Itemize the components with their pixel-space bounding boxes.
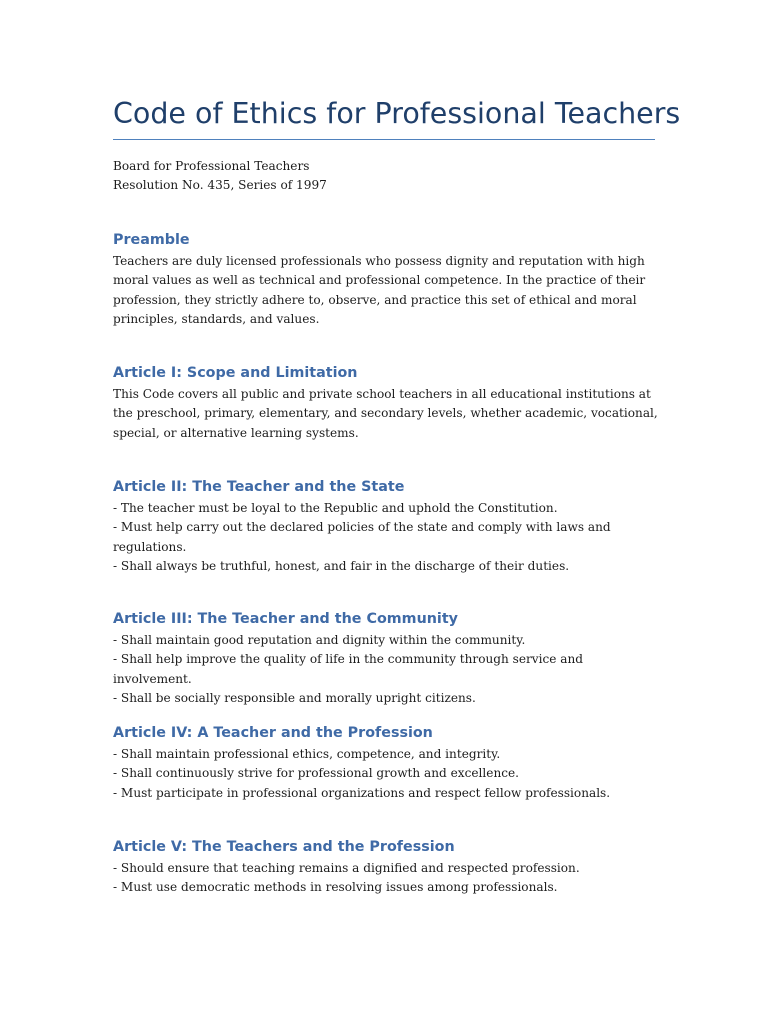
section-preamble	[113, 230, 658, 329]
document-title: Code of Ethics for Professional Teachers	[113, 97, 681, 130]
section-heading-preamble: Preamble	[113, 232, 190, 248]
list-item: - Shall continuously strive for professional growth and excellence.	[113, 766, 520, 781]
list-item: - Shall help improve the quality of life in the community through service and involvement.	[113, 652, 584, 686]
list-item: - Shall be socially responsible and morally upright citizens.	[113, 690, 476, 705]
list-item: - Shall maintain good reputation and dignity within the community.	[113, 633, 526, 647]
preamble-paragraph: Teachers are duly licensed professionals who possess dignity and reputation with high moral values as well as technical and professional competence. In the practice of their profession, they strictly adhere to, observe, and practice this set of ethical and moral principles, standards, and values.	[113, 254, 646, 326]
section-article-1	[113, 363, 658, 443]
section-heading-article-4: Article IV: A Teacher and the Profession	[113, 725, 433, 741]
section-article-3	[113, 609, 658, 708]
list-item: - Shall always be truthful, honest, and fair in the discharge of their duties.	[113, 558, 570, 573]
list-item: - Must participate in professional organizations and respect fellow professionals.	[113, 785, 611, 800]
section-heading-article-2: Article II: The Teacher and the State	[113, 479, 405, 495]
section-heading-article-1: Article I: Scope and Limitation	[113, 365, 358, 381]
section-heading-article-3: Article III: The Teacher and the Community	[113, 611, 458, 627]
article-4-list	[113, 745, 658, 803]
document-meta	[113, 157, 658, 196]
section-heading-article-5: Article V: The Teachers and the Profession	[113, 839, 455, 855]
issuer-line: Board for Professional Teachers	[113, 159, 310, 173]
article-1-paragraph: This Code covers all public and private school teachers in all educational institutions at the preschool, primary, elementary, and secondary levels, whether academic, vocational, special, or alternative learning systems.	[113, 387, 658, 440]
section-article-2	[113, 477, 658, 576]
list-item: - The teacher must be loyal to the Republic and uphold the Constitution.	[113, 501, 558, 515]
article-2-list	[113, 499, 658, 576]
article-3-list	[113, 631, 658, 708]
list-item: - Should ensure that teaching remains a dignified and respected profession.	[113, 861, 580, 875]
title-underline-rule	[113, 139, 655, 140]
resolution-line: Resolution No. 435, Series of 1997	[113, 178, 327, 193]
article-5-list	[113, 859, 658, 898]
section-article-4	[113, 723, 658, 803]
list-item: - Must help carry out the declared policies of the state and comply with laws and regulations.	[113, 520, 611, 554]
list-item: - Must use democratic methods in resolving issues among professionals.	[113, 880, 558, 895]
section-article-5	[113, 837, 658, 898]
list-item: - Shall maintain professional ethics, competence, and integrity.	[113, 747, 501, 761]
